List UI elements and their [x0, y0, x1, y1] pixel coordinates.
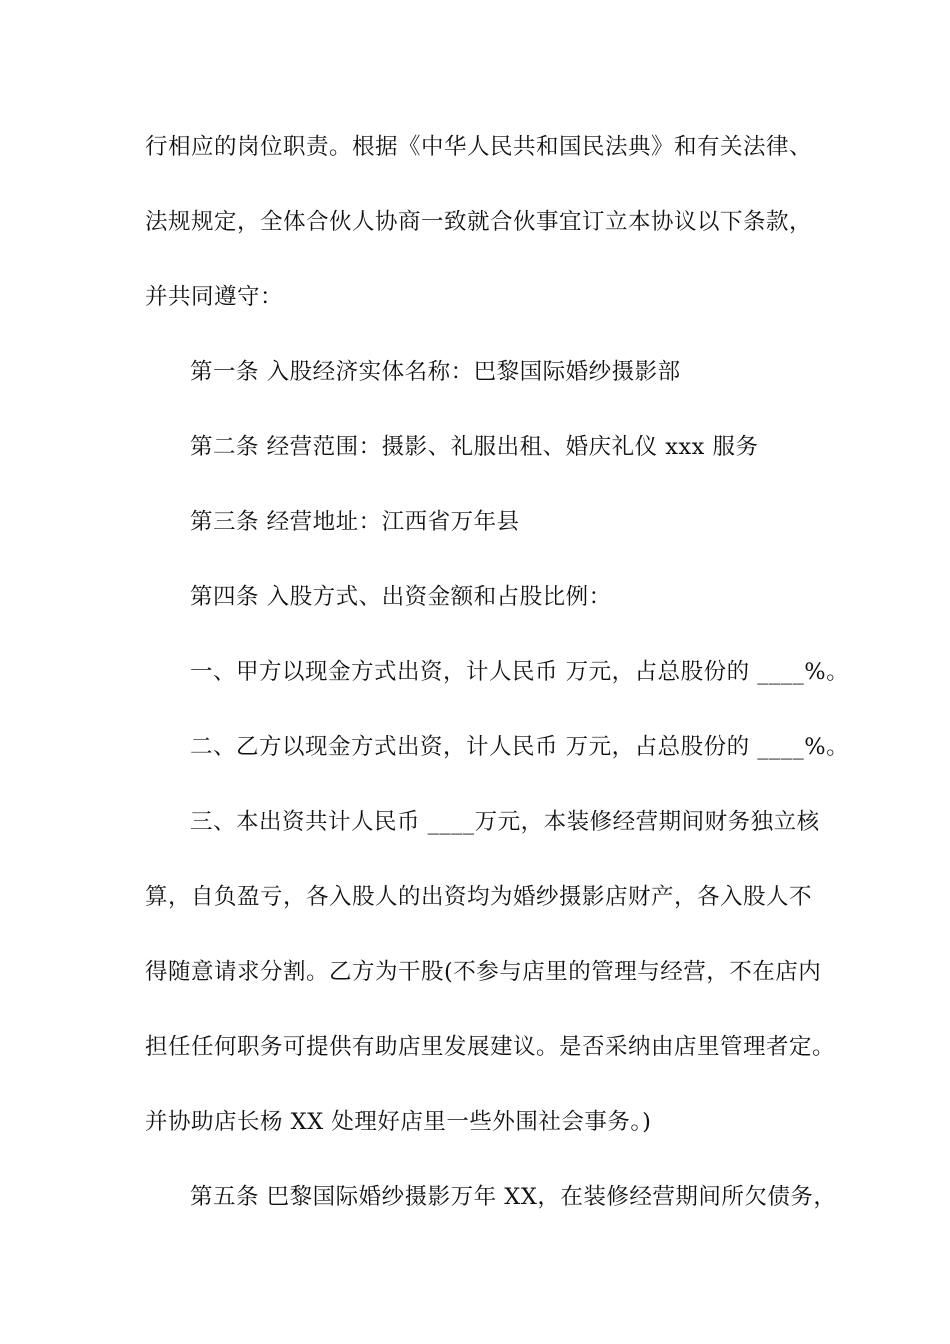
text-line: 担任任何职务可提供有助店里发展建议。是否采纳由店里管理者定。 [145, 1034, 836, 1060]
clause-2-line: 二、乙方以现金方式出资，计人民币 万元，占总股份的 ____%。 [190, 734, 850, 760]
clause-1-line: 一、甲方以现金方式出资，计人民币 万元，占总股份的 ____%。 [190, 659, 850, 685]
article-1-line: 第一条 入股经济实体名称：巴黎国际婚纱摄影部 [190, 359, 681, 385]
article-5-line: 第五条 巴黎国际婚纱摄影万年 XX，在装修经营期间所欠债务， [190, 1184, 837, 1210]
article-2-line: 第二条 经营范围：摄影、礼服出租、婚庆礼仪 xxx 服务 [190, 434, 759, 460]
text-line: 算，自负盈亏，各入股人的出资均为婚纱摄影店财产，各入股人不 [145, 884, 813, 910]
clause-3-line: 三、本出资共计人民币 ____万元，本装修经营期间财务独立核 [190, 809, 820, 835]
article-4-line: 第四条 入股方式、出资金额和占股比例： [190, 584, 612, 610]
text-line: 得随意请求分割。乙方为干股(不参与店里的管理与经营，不在店内 [145, 959, 822, 985]
text-line: 法规规定，全体合伙人协商一致就合伙事宜订立本协议以下条款， [145, 209, 813, 235]
text-line: 并协助店长杨 XX 处理好店里一些外围社会事务。) [145, 1109, 652, 1135]
text-line: 并共同遵守： [145, 284, 284, 310]
article-3-line: 第三条 经营地址：江西省万年县 [190, 509, 520, 535]
text-line: 行相应的岗位职责。根据《中华人民共和国民法典》和有关法律、 [145, 134, 813, 160]
